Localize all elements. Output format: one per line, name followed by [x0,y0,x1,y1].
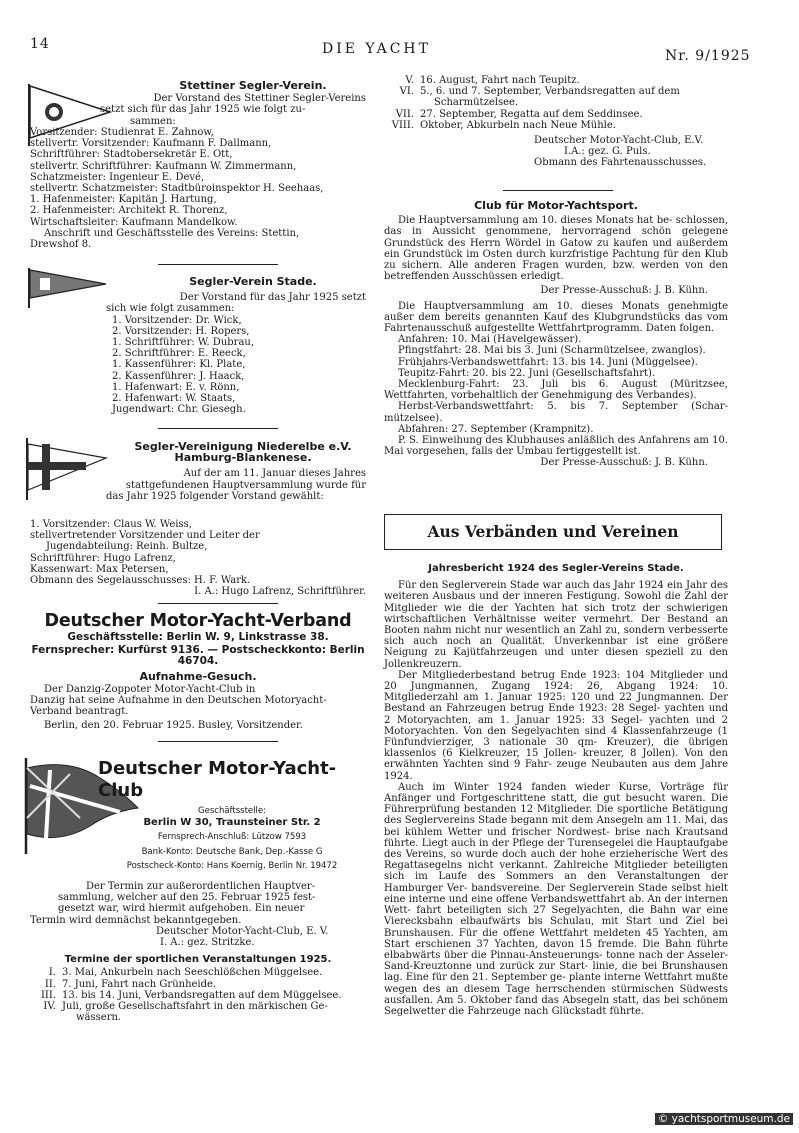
stettin-member: 1. Hafenmeister: Kapitän J. Hartung, [30,194,217,206]
event-number: V. [405,75,414,86]
dmyv-body-line: Danzig hat seine Aufnahme in den Deutschen Motoryacht- [30,695,327,707]
event-text: 27. September, Regatta auf dem Seddinsee. [420,108,643,120]
event-text: Oktober, Abkurbeln nach Neue Mühle. [420,119,616,131]
stade-member: 1. Vorsitzender: Dr. Wick, [112,314,242,326]
dmyc-office: Berlin W 30, Traunsteiner Str. 2 [143,817,321,829]
stade-intro-1: Der Vorstand für das Jahr 1925 setzt [179,292,366,304]
section-divider [158,264,278,265]
stettin-member: stellvertr. Schatzmeister: Stadtbüroinspektor H. Seehaas, [30,183,324,195]
stettin-intro-2: setzt sich für das Jahr 1925 wie folgt zu- [100,104,306,116]
dmyv-title: Deutscher Motor-Yacht-Verband [44,611,352,631]
section-divider [503,190,613,191]
event-text: Scharmützelsee. [434,97,519,109]
stettin-member: stellvertr. Vorsitzender: Kaufmann F. Dallmann, [30,138,272,150]
dmyc-event [384,109,728,120]
dmyc-event [30,967,366,978]
page-number: 14 [30,36,50,52]
stade-member: 2. Schriftführer: E. Reeck, [112,348,246,360]
stade-pennant-icon [24,266,110,310]
dmyv-address: Geschäftsstelle: Berlin W. 9, Linkstrasse 38. [67,631,329,643]
dmyc-event [30,990,366,1001]
stade-member: 2. Hafenwart: W. Staats, [112,393,236,405]
niederelbe-body-line: Schriftführer: Hugo Lafrenz, [30,552,176,564]
event-number: VIII. [391,119,414,131]
cms-ps: P. S. Einweihung des Klubhauses anläßlich des Anfahrens am 10. Mai vorgesehen, falls der Umbau fertiggestellt ist. [384,435,728,458]
niederelbe-members [30,519,366,597]
stettin-member: Wirtschaftsleiter: Kaufmann Mandelkow. [30,216,238,228]
event-number: IV. [43,1001,56,1013]
event-number: VII. [395,108,414,120]
event-text: 16. August, Fahrt nach Teupitz. [420,75,580,86]
dmyc-event [30,1001,366,1012]
dmyc-events-title: Termine der sportlichen Veranstaltungen 1925. [64,954,332,966]
niederelbe-body-line: Obmann des Segelausschusses: H. F. Wark. [30,575,251,587]
dmyc-section [98,758,366,872]
dmyc-notice-line: Der Termin zur außerordentlichen Hauptver- [86,881,316,892]
event-text: 7. Juni, Fahrt nach Grünheide. [62,978,217,990]
dmyv-signature: Berlin, den 20. Februar 1925. Busley, Vorsitzender. [44,720,303,732]
report-title: Jahresbericht 1924 des Segler-Vereins Stade. [428,563,684,574]
dmyc-closing-club: Deutscher Motor-Yacht-Club, E.V. [534,135,704,147]
dmyc-bank: Bank-Konto: Deutsche Bank, Dep.-Kasse G [141,846,323,857]
niederelbe-body-line: 1. Vorsitzender: Claus W. Weiss, [30,519,192,530]
dmyc-event [30,1012,366,1023]
dmyc-club-line: Deutscher Motor-Yacht-Club, E. V. [156,925,329,937]
stettin-title: Stettiner Segler-Verein. [179,79,327,92]
niederelbe-signature: I. A.: Hugo Lafrenz, Schriftführer. [194,586,366,598]
dmyc-sig-line: I. A.: gez. Stritzke. [160,937,255,949]
niederelbe-body-line: das Jahr 1925 folgender Vorstand gewählt: [106,490,324,502]
event-text: 13. bis 14. Juni, Verbandsregatten auf dem Müggelsee. [62,989,342,1001]
niederelbe-title-2: Hamburg-Blankenese. [174,451,312,465]
cms-section [384,200,728,469]
stade-member: Jugendwart: Chr. Giesegh. [112,404,246,416]
niederelbe-body-line: Jugendabteilung: Reinh. Bultze, [46,541,208,553]
niederelbe-burgee-icon [22,436,108,502]
cms-signature: Der Presse-Ausschuß: J. B. Kühn. [540,285,708,297]
dmyc-notice-line: sammlung, welcher auf den 25. Februar 1925 fest- [58,892,316,904]
cms-paragraph: Die Hauptversammlung am 10. dieses Monats hat be- schlossen, das in Aussicht genommene, hervorragend schön gelegene Grundstück des Herrn Wördel in Gatow zu kaufen und außerdem ein Grundstück im Osten durch kurzfristige Pachtung für den Klub zu sichern. Alle anderen Fragen wurden, bzw. werden von den betreffenden Ausschüssen erledigt. [384,215,728,283]
journal-title: DIE YACHT [322,41,431,57]
stade-member: 2. Vorsitzender: H. Ropers, [112,325,250,337]
section-divider [158,603,278,604]
event-text: 5., 6. und 7. September, Verbandsregatten auf dem [420,86,680,98]
event-text: wässern. [76,1012,122,1024]
dmyc-notice-line: Termin wird demnächst bekanntgegeben. [30,914,242,926]
dmyc-event [384,75,728,86]
cms-title: Club für Motor-Yachtsport. [474,199,638,212]
niederelbe-body-line: Kassenwart: Max Petersen, [30,563,169,575]
event-number: I. [48,967,56,979]
stade-intro-2: sich wie folgt zusammen: [106,303,235,315]
event-number: II. [44,978,56,990]
stade-member: 1. Kassenführer: Kl. Plate, [112,359,246,371]
watermark: © yachtsportmuseum.de [655,1113,793,1125]
dmyc-event [384,120,728,131]
stettin-member: stellvertr. Schriftführer: Kaufmann W. Zimmermann, [30,160,297,172]
dmyc-phone: Fernsprech-Anschluß: Lützow 7593 [157,832,307,843]
event-text: Juli, große Gesellschaftsfahrt in den märkischen Ge- [62,1001,328,1013]
stade-member: 2. Kassenführer: J. Haack, [112,370,245,382]
verbaende-section [384,563,728,1017]
niederelbe-body-line: Auf der am 11. Januar dieses Jahres [183,468,366,480]
cms-date: Mecklenburg-Fahrt: 23. Juli bis 6. August (Müritzsee, Wettfahrten, vorbehaltlich der Genehmigung des Verbandes). [384,379,728,402]
report-paragraph: Der Mitgliederbestand betrug Ende 1923: 104 Mitglieder und 20 Jungmannen, Zugang 1924: 26, Abgang 1924: 10. Mitgliederzahl am 1. Januar 1925: 120 und 22 Jungmannen. Der Bestand an Fahrzeugen betrug Ende 1923: 28 Segel- yachten und 2 Motoryachten, am 1. Januar 1925: 33 Segel- yachten und 2 Motoryachten. Von den Segelyachten sind 4 Klassenfahrzeuge (1 Fünfundvierziger, 3 nationale 30 qm- Kreuzer), die übrigen klassenlos (6 Kielkreuzer, 15 Jollen- kreuzer, 8 Jollen). Von den erwähnten Yachten sind 9 Fahr- zeuge Neubauten aus dem Jahre 1924. [384,669,728,782]
stettin-section [100,80,366,127]
stade-section [100,276,366,415]
dmyv-body-line: Verband beantragt. [30,706,129,718]
dmyc-title: Deutscher Motor-Yacht-Club [98,758,337,801]
niederelbe-title-1: Segler-Vereinigung Niederelbe e.V. [134,440,352,453]
event-number: VI. [399,86,414,98]
niederelbe-section [100,441,366,502]
stettin-member: Vorsitzender: Studienrat E. Zahnow, [30,127,214,138]
issue-number: Nr. 9/1925 [665,48,751,64]
cms-paragraph: Die Hauptversammlung am 10. dieses Monats genehmigte außer dem bereits genannten Kauf des Klubgrundstücks das vom Fahrtenausschuß aufgestellte Wettfahrtprogramm. Daten folgen. [384,300,728,335]
dmyc-office-label: Geschäftsstelle: [198,806,266,816]
cms-date: Pfingstfahrt: 28. Mai bis 3. Juni (Scharmützelsee, zwanglos). [398,345,706,357]
cms-date: Frühjahrs-Verbandswettfahrt: 13. bis 14. Juni (Müggelsee). [398,356,698,368]
niederelbe-body-line: stattgefundenen Hauptversammlung wurde für [125,479,366,491]
dmyc-postcheck: Postscheck-Konto: Hans Koernig, Berlin Nr. 19472 [126,860,338,871]
dmyc-notice-line: gesetzt war, wird hiermit aufgehoben. Ein neuer [58,903,305,915]
report-paragraph: Für den Seglerverein Stade war auch das Jahr 1924 ein Jahr des weiteren Ausbaus und der inneren Festigung. Sowohl die Zahl der Mitglieder wie die der Yachten hat sich trotz der schwierigen wirtschaftlichen Verhältnisse weiter vermehrt. Der Bestand an Booten nahm nicht nur wesentlich an Zahl zu, sondern verbesserte sich auch noch an Qualität. Unverkennbar ist eine größere Neigung zu Kajütfahrzeugen und unter diesen speziell zu den Jollenkreuzern. [384,580,728,670]
stettin-intro-3: sammen: [130,115,176,127]
stettin-member: 2. Hafenmeister: Architekt R. Thorenz, [30,205,228,217]
cms-date: Teupitz-Fahrt: 20. bis 22. Juni (Gesellschaftsfahrt). [398,367,656,379]
stade-member: 1. Schriftführer: W. Dubrau, [112,337,255,349]
niederelbe-body-line: stellvertretender Vorsitzender und Leiter der [30,530,260,542]
dmyv-phone: Fernsprecher: Kurfürst 9136. — Postscheckkonto: Berlin 46704. [31,644,365,668]
dmyv-subtitle: Aufnahme-Gesuch. [139,669,257,683]
verbaende-heading [384,514,722,550]
dmyc-events-continued [384,75,728,169]
report-paragraph: Auch im Winter 1924 fanden wieder Kurse, Vorträge für Anfänger und Fortgeschrittene statt, die gut besucht waren. Die Führerprüfung bestanden 12 Mitglieder. Die sportliche Betätigung des Seglervereins Stade begann mit dem Ansegeln am 11. Mai, das bei kühlem Wetter und frischer Nordwest- brise nach Krautsand führte. Liegt auch in der Pflege der Turensegelei die Hauptaufgabe des Vereins, so wurde doch auch der hohe erzieherische Wert des Regattasegelns nicht verkannt. Zahlreiche Mitglieder beteiligten sich im Laufe des Sommers an den Veranstaltungen der Hamburger Ver- bandsvereine. Der Seglerverein Stade selbst hielt eine interne und eine offene Verbandswettfahrt ab. An der internen Wett- fahrt beteiligten sich 27 Segelyachten, die Bahn war eine Vierecksbahn elbaufwärts bis Schulau, mit Start und Ziel bei Brunshausen. Für die offene Wettfahrt meldeten 45 Yachten, am Start erschienen 37 Yachten, davon 15 fremde. Die Bahn führte elbabwärts über die Pinnau-Ansteuerungs- tonne nach der Asseler-Sand-Kreuztonne und zurück zur Start- linie, die bei Brunshausen lag. Eine für den 21. September ge- plante interne Wettfahrt mußte wegen des an diesem Tage herrschenden stürmischen Südwests ausfallen. Am 5. Oktober fand das Absegeln statt, das bei schönem Segelwetter die Fahrzeuge nach Glückstadt führte. [384,781,728,1017]
stettin-member: Schriftführer: Stadtobersekretär E. Ott, [30,149,233,161]
stettin-member: Drewshof 8. [30,239,92,251]
dmyc-event [30,979,366,990]
cms-date: Herbst-Verbandswettfahrt: 5. bis 7. September (Schar- mützelsee). [384,401,728,424]
dmyc-closing-sig: I.A.: gez. G. Puls. [564,146,651,158]
section-divider [158,428,278,429]
dmyc-event [384,97,728,108]
section-divider [158,741,278,742]
dmyv-body-line: Der Danzig-Zoppoter Motor-Yacht-Club in [44,683,256,695]
stettin-member: Anschrift und Geschäftsstelle des Vereins: Stettin, [44,227,300,239]
event-number: III. [40,989,56,1001]
stade-member: 1. Hafenwart: E. v. Rönn, [112,381,240,393]
dmyc-event [384,86,728,97]
stettin-members [30,127,366,250]
dmyc-notice [30,881,366,1023]
stettin-member: Schatzmeister: Ingenieur E. Devé, [30,171,205,183]
dmyc-closing-role: Obmann des Fahrtenausschusses. [534,157,707,169]
event-text: 3. Mai, Ankurbeln nach Seeschlößchen Müggelsee. [62,967,323,979]
verbaende-heading-text: Aus Verbänden und Vereinen [427,522,679,541]
stettin-intro-1: Der Vorstand des Stettiner Segler-Vereins [153,93,366,105]
stade-title: Segler-Verein Stade. [189,275,317,288]
cms-date: Anfahren: 10. Mai (Havelgewässer). [398,334,582,346]
dmyv-section [30,610,366,732]
cms-signature: Der Presse-Ausschuß: J. B. Kühn. [540,457,708,469]
cms-date: Abfahren: 27. September (Krampnitz). [398,423,594,435]
